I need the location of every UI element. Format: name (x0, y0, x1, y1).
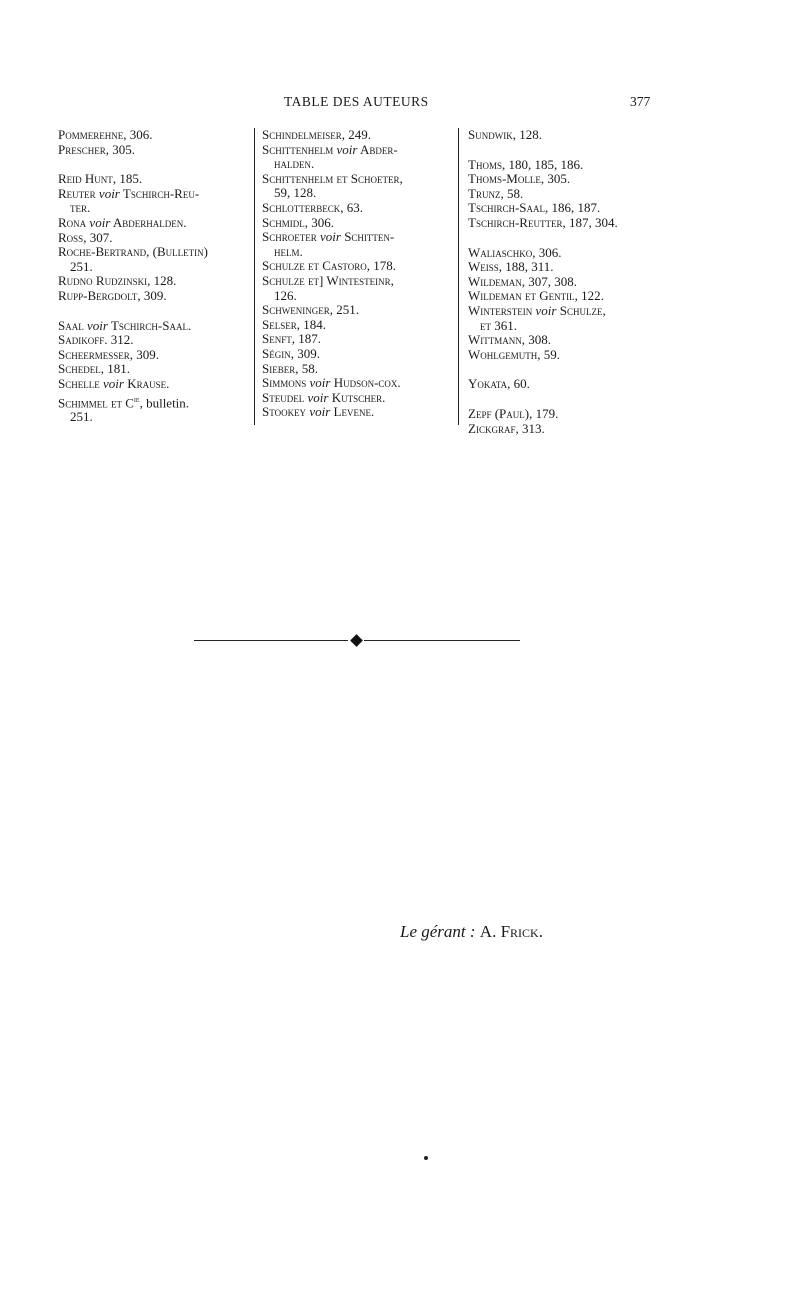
page-references: , 306. (532, 244, 562, 260)
section-end-ornament (194, 632, 520, 648)
page-references: 251. (70, 258, 93, 274)
index-entry (262, 274, 457, 289)
index-entry (468, 319, 663, 334)
index-entry (468, 275, 663, 290)
index-entry (58, 231, 250, 246)
index-entry (58, 289, 250, 304)
index-entry (262, 376, 457, 391)
author-name: Schweninger (262, 302, 330, 318)
page-references: et] Wintesteinr, (304, 272, 394, 288)
page-references: , 307. (83, 229, 113, 245)
author-name: Wildeman (468, 273, 522, 289)
index-entry (262, 318, 457, 333)
index-entry (262, 143, 457, 158)
page-references: . 312. (104, 332, 134, 348)
author-name: Sieber (262, 360, 296, 376)
index-entry (262, 157, 457, 172)
page-references: , 187. (291, 331, 321, 347)
page-references: et Castoro, 178. (304, 258, 396, 274)
author-name: Scheermesser (58, 346, 130, 362)
index-column-2 (262, 128, 457, 420)
index-entry (262, 186, 457, 201)
page-references: , 187, 304. (562, 214, 618, 230)
author-name: Simmons (262, 375, 307, 391)
signature-label: Le gérant : (400, 922, 476, 941)
author-name: Steudel (262, 389, 305, 405)
author-name: Ségin (262, 345, 291, 361)
page-references: et 361. (480, 317, 517, 333)
page-references: , 180, 185, 186. (501, 156, 584, 172)
index-entry (262, 362, 457, 377)
author-name: Schittenhelm (262, 141, 334, 157)
index-entry (58, 201, 250, 216)
page-references: , 128. (512, 127, 542, 142)
page-references: , 309. (137, 287, 167, 303)
index-column-3 (468, 128, 663, 436)
author-name: Trunz (468, 185, 501, 201)
index-entry (58, 245, 250, 260)
page-references: , 60. (507, 376, 530, 392)
author-name: Tschirch-Reutter (468, 214, 563, 230)
author-name: helm. (274, 243, 303, 259)
index-entry (262, 391, 457, 406)
index-entry (262, 405, 457, 420)
index-entry (58, 216, 250, 231)
index-entry (58, 362, 250, 377)
page-references: Schitten- (340, 229, 395, 245)
ornament-rule-right (364, 640, 520, 641)
page-references: , 58. (295, 360, 318, 376)
author-name: Sadikoff (58, 332, 105, 348)
page-references: Levene. (330, 404, 375, 420)
index-entry (58, 319, 250, 334)
author-name: Schelle (58, 375, 100, 391)
index-entry (468, 377, 663, 392)
diamond-icon (350, 634, 363, 647)
page-references: , 181. (100, 361, 130, 377)
page-references: , 184. (296, 316, 326, 332)
author-name: Schindelmeiser (262, 127, 342, 142)
page-references: , (Bulletin) (146, 244, 208, 260)
page-references: , 308. (521, 332, 552, 348)
author-name: Schroeter (262, 229, 317, 245)
cross-reference-voir: voir (309, 404, 331, 420)
index-entry (468, 333, 663, 348)
author-name: Schlotterbeck (262, 199, 341, 215)
author-name: Senft (262, 331, 292, 347)
column-divider (458, 128, 459, 425)
author-name: Prescher (58, 141, 106, 157)
author-name: Schimmel (58, 394, 108, 410)
author-name: Rupp-Bergdolt (58, 287, 138, 303)
author-name: Pommerehne (58, 127, 124, 142)
page-references: , 309. (290, 345, 320, 361)
page-number: 377 (630, 94, 651, 109)
author-name: Zickgraf (468, 420, 516, 436)
index-entry (58, 260, 250, 275)
superscript: ie (133, 393, 140, 404)
index-entry (468, 289, 663, 304)
page-references: Kutscher. (328, 389, 386, 405)
page-references: , 306. (123, 127, 153, 142)
author-name: Zepf (468, 405, 492, 421)
author-name: ter. (70, 200, 91, 216)
page-references: Hudson-cox. (330, 375, 401, 391)
author-name: Winterstein (468, 302, 533, 318)
author-name: Yokata (468, 376, 508, 392)
page-references: , 307, 308. (521, 273, 578, 289)
author-name: Schulze (262, 258, 305, 274)
print-speck (424, 1156, 428, 1160)
page-references: , 305. (540, 171, 571, 187)
page-references: et Schoeter, (333, 170, 403, 186)
page-references: , 185. (112, 171, 143, 187)
index-entry (468, 422, 663, 437)
author-name: Schulze (262, 272, 305, 288)
index-entry (58, 128, 250, 143)
author-name: Sundwik (468, 127, 513, 142)
author-name: Roche-Bertrand (58, 244, 147, 260)
cross-reference-voir: voir (307, 389, 329, 405)
page-references: 126. (274, 287, 297, 303)
page-references: , 63. (340, 199, 363, 215)
index-entry (468, 201, 663, 216)
page-references: 59, 128. (274, 185, 317, 201)
page-references: 251. (70, 409, 93, 425)
author-name: Rona (58, 214, 87, 230)
index-entry (262, 216, 457, 231)
index-entry (468, 246, 663, 261)
index-entry (58, 410, 250, 425)
author-name: Saal (58, 317, 84, 333)
author-name: Thoms-Molle (468, 171, 541, 187)
index-entry (58, 392, 250, 411)
index-entry (58, 187, 250, 202)
page-references: , 186, 187. (545, 200, 601, 216)
index-entry (58, 172, 250, 187)
page-references: Abder- (357, 141, 398, 157)
author-name: Schittenhelm (262, 170, 334, 186)
author-name: Selser (262, 316, 297, 332)
entry-note: , bulletin. (139, 394, 190, 410)
page-references: , 309. (129, 346, 159, 362)
index-entry (262, 245, 457, 260)
author-name: Rudno Rudzinski (58, 273, 148, 289)
cross-reference-voir: voir (102, 375, 124, 391)
author-name: Wittmann (468, 332, 522, 348)
cross-reference-voir: voir (336, 141, 358, 157)
index-entry (468, 128, 663, 143)
index-entry (468, 260, 663, 275)
index-entry (262, 332, 457, 347)
index-entry (262, 128, 457, 143)
index-entry (468, 407, 663, 422)
index-entry (58, 274, 250, 289)
publisher-signature (400, 922, 543, 942)
column-divider (254, 128, 255, 425)
page-references: et Gentil, 122. (521, 288, 604, 304)
author-name: Reuter (58, 185, 96, 201)
page-title: TABLE DES AUTEURS (284, 94, 429, 109)
author-name: Reid Hunt (58, 171, 113, 187)
index-entry (262, 230, 457, 245)
cross-reference-voir: voir (89, 214, 111, 230)
index-entry (262, 259, 457, 274)
author-name: Ross (58, 229, 84, 245)
page-references: , 313. (515, 420, 545, 436)
cross-reference-voir: voir (86, 317, 108, 333)
page-references: , 59. (537, 346, 561, 362)
page-references: , 305. (105, 141, 135, 157)
page-references: , 128. (147, 273, 177, 289)
running-head (0, 94, 800, 114)
page-references: Schulze, (556, 302, 606, 318)
cross-reference-voir: voir (535, 302, 557, 318)
author-name: halden. (274, 156, 315, 172)
author-name: Schedel (58, 361, 101, 377)
index-entry (468, 304, 663, 319)
page-references: Abderhalden. (110, 214, 187, 230)
index-entry (468, 172, 663, 187)
page-references: , 306. (304, 214, 334, 230)
page-references: Krause. (123, 375, 170, 391)
author-name: Schmidl (262, 214, 305, 230)
author-name: Thoms (468, 156, 502, 172)
page-references: et C (107, 394, 134, 410)
page-references: , 58. (500, 185, 524, 201)
page-references: (Paul), 179. (491, 405, 559, 421)
page-references: Tschirch-Reu- (119, 185, 200, 201)
ornament-rule-left (194, 640, 348, 641)
index-entry (468, 216, 663, 231)
index-entry (468, 348, 663, 363)
index-entry (262, 289, 457, 304)
page-references: , 249. (341, 127, 371, 142)
author-name: Wildeman (468, 288, 522, 304)
index-entry (58, 348, 250, 363)
index-entry (262, 303, 457, 318)
signature-name: A. Frick. (479, 922, 543, 941)
index-entry (468, 187, 663, 202)
author-name: Weiss (468, 259, 499, 275)
index-entry (58, 377, 250, 392)
index-entry (58, 333, 250, 348)
index-entry (58, 143, 250, 158)
page-references: , 188, 311. (498, 259, 554, 275)
author-name: Stookey (262, 404, 307, 420)
index-entry (262, 172, 457, 187)
author-name: Tschirch-Saal (468, 200, 546, 216)
index-entry (468, 158, 663, 173)
cross-reference-voir: voir (319, 229, 341, 245)
page-references: Tschirch-Saal. (107, 317, 192, 333)
author-name: Wohlgemuth (468, 346, 538, 362)
index-entry (262, 347, 457, 362)
index-column-1 (58, 128, 250, 425)
author-name: Waliaschko (468, 244, 533, 260)
cross-reference-voir: voir (98, 185, 120, 201)
index-entry (262, 201, 457, 216)
page-references: , 251. (329, 302, 359, 318)
cross-reference-voir: voir (309, 375, 331, 391)
